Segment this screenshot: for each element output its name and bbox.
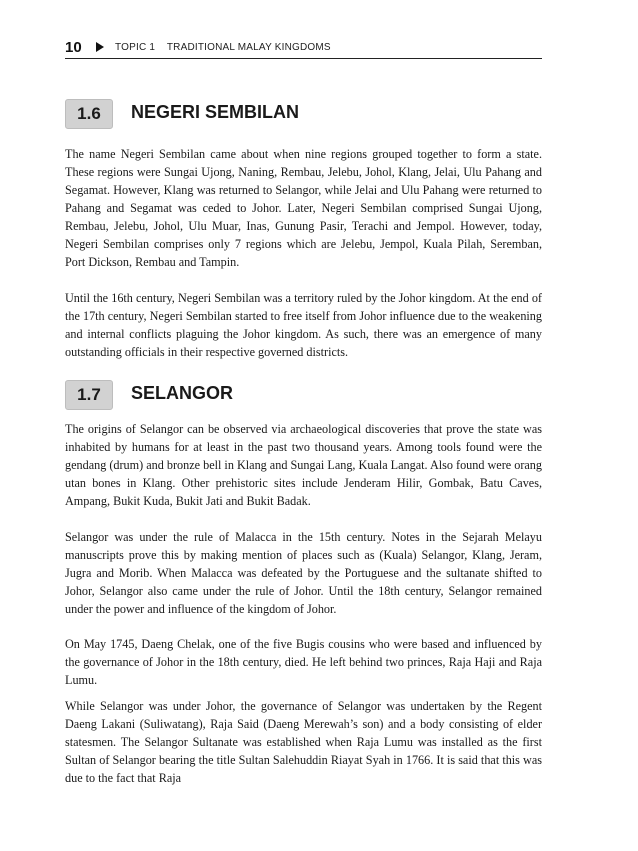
- section-number-badge: 1.6: [65, 99, 113, 129]
- paragraph: The name Negeri Sembilan came about when nine regions grouped together to form a state. These regions were Sungai Ujong, Naning, Rembau, Jelebu, Johol, Klang, Jelai, Ulu Pahang and Segamat. However, Klang was returned to Selangor, while Jelai and Ulu Pahang were returned to Pahang and Segamat was ceded to Johor. Later, Negeri Sembilan comprised Sungai Ujong, Rembau, Jelebu, Johol, Ulu Muar, Inas, Gunung Pasir, Terachi and Jempol. However, today, Negeri Sembilan comprises only 7 regions which are Jelebu, Jempol, Kuala Pilah, Seremban, Port Dickson, Rembau and Tampin.: [65, 147, 542, 269]
- section-title: NEGERI SEMBILAN: [131, 102, 300, 122]
- topic-title: TOPIC 1 TRADITIONAL MALAY KINGDOMS: [115, 42, 331, 53]
- section-title: SELANGOR: [131, 383, 234, 403]
- page-number: 10: [65, 39, 82, 56]
- section-number-badge: 1.7: [65, 380, 113, 410]
- paragraph: On May 1745, Daeng Chelak, one of the five Bugis cousins who were based and influenced by the governance of Johor in the 18th century, died. He left behind two princes, Raja Haji and Raja Lumu.: [65, 637, 542, 687]
- paragraph: The origins of Selangor can be observed via archaeological discoveries that prove the state was inhabited by humans for at least in the past two thousand years. Among tools found were the gendang (drum) and bronze bell in Klang and Sungai Lang, Kuala Langat. Also found were orang utan bones in Klang. Other prehistoric sites include Jenderam Hilir, Gombak, Batu Caves, Ampang, Bukit Kuda, Bukit Jati and Bukit Badak.: [65, 422, 542, 508]
- paragraph: Until the 16th century, Negeri Sembilan was a territory ruled by the Johor kingdom. At the end of the 17th century, Negeri Sembilan started to free itself from Johor influence due to the weakening and internal conflicts plaguing the Johor kingdom. As such, there was an emergence of many outstanding officials in their respective governed districts.: [65, 291, 542, 359]
- section-heading-1-7: [65, 380, 542, 410]
- section-heading-1-6: [65, 99, 542, 129]
- triangle-arrow-icon: [96, 42, 104, 52]
- paragraph: While Selangor was under Johor, the governance of Selangor was undertaken by the Regent Daeng Lakani (Suliwatang), Raja Said (Daeng Merewah’s son) and a body consisting of elder statesmen. The Selangor Sultanate was established when Raja Lumu was installed as the first Sultan of Selangor bearing the title Sultan Salehuddin Riayat Syah in 1766. It is said that this was due to the fact that Raja: [65, 699, 542, 785]
- running-header: [65, 38, 542, 59]
- paragraph: Selangor was under the rule of Malacca in the 15th century. Notes in the Sejarah Melayu manuscripts prove this by making mention of places such as (Kuala) Selangor, Klang, Jeram, Jugra and Morib. When Malacca was defeated by the Portuguese and the sultanate shifted to Johor, Selangor also came under the rule of Johor. Until the 18th century, Selangor remained under the power and influence of the kingdom of Johor.: [65, 530, 542, 616]
